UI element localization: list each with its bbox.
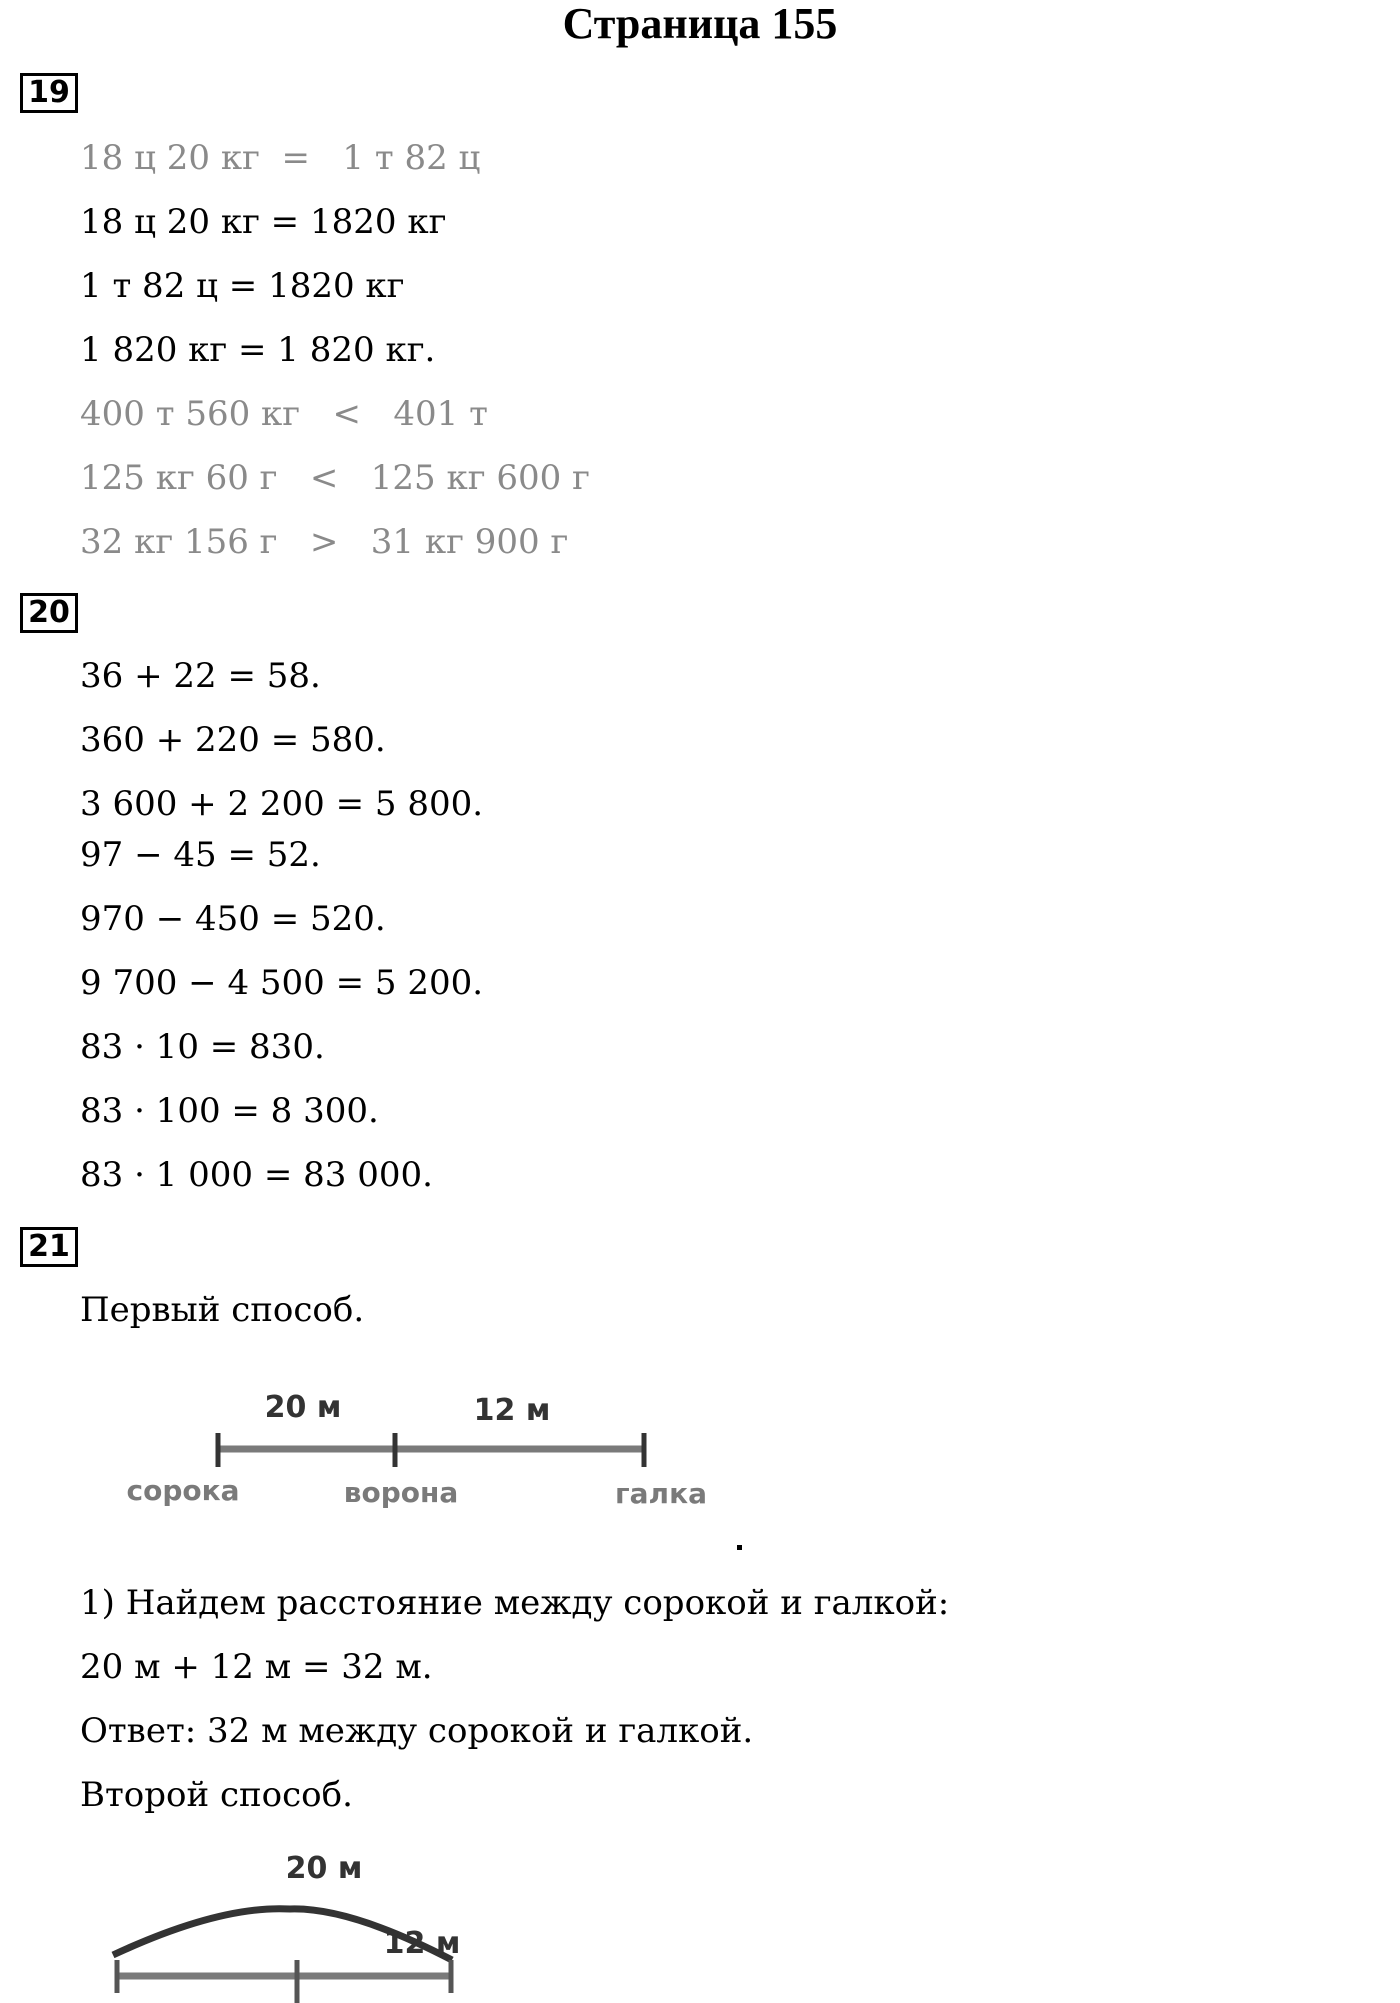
task-19-line-6: 125 кг 60 г < 125 кг 600 г [80,458,590,498]
task-number-20: 20 [20,593,78,633]
diagram-2-label-12m: 12 м [383,1926,461,1961]
distance-diagram-1 [100,1370,720,1520]
task-20-line-3: 3 600 + 2 200 = 5 800. [80,784,484,824]
task-number-19: 19 [20,73,78,113]
diagram-1-label-12m: 12 м [473,1393,551,1428]
task-21-line-5: Второй способ. [80,1775,353,1815]
task-19-line-5: 400 т 560 кг < 401 т [80,394,488,434]
page-title: Страница 155 [562,0,838,48]
task-20-line-7: 83 · 10 = 830. [80,1027,325,1067]
task-21-line-2: 1) Найдем расстояние между сорокой и галкой: [80,1583,950,1623]
distance-diagram-2 [100,1843,620,2003]
task-21-line-4: Ответ: 32 м между сорокой и галкой. [80,1711,754,1751]
diagram-1-label-vorona: ворона [343,1476,459,1509]
task-19-line-4: 1 820 кг = 1 820 кг. [80,330,436,370]
task-20-line-4: 97 − 45 = 52. [80,835,321,875]
diagram-2-label-20m: 20 м [285,1851,363,1886]
task-19-line-1: 18 ц 20 кг = 1 т 82 ц [80,138,481,178]
diagram-1-label-galka: галка [615,1477,707,1510]
task-19-line-2: 18 ц 20 кг = 1820 кг [80,202,447,242]
diagram-1-label-20m: 20 м [264,1390,342,1425]
task-20-line-8: 83 · 100 = 8 300. [80,1091,379,1131]
task-21-line-3: 20 м + 12 м = 32 м. [80,1647,433,1687]
task-20-line-1: 36 + 22 = 58. [80,656,321,696]
task-19-line-3: 1 т 82 ц = 1820 кг [80,266,405,306]
task-20-line-6: 9 700 − 4 500 = 5 200. [80,963,484,1003]
task-20-line-5: 970 − 450 = 520. [80,899,386,939]
task-21-line-1: Первый способ. [80,1290,365,1330]
task-20-line-2: 360 + 220 = 580. [80,720,386,760]
task-20-line-9: 83 · 1 000 = 83 000. [80,1155,433,1195]
task-19-line-7: 32 кг 156 г > 31 кг 900 г [80,522,569,562]
diagram-1-label-soroka: сорока [126,1474,240,1507]
stray-dot [737,1545,742,1550]
task-number-21: 21 [20,1227,78,1267]
